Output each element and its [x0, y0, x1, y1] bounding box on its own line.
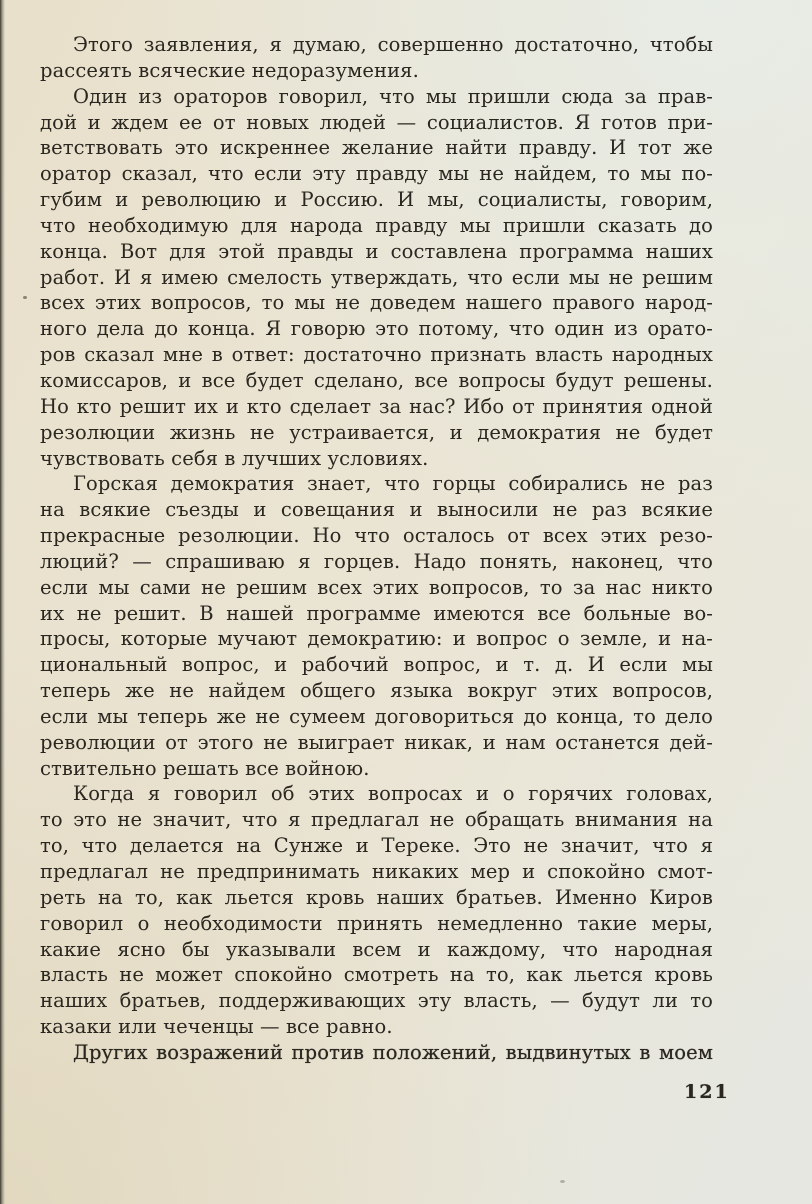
text-line: Когда я говорил об этих вопросах и о горячих головах,: [73, 782, 713, 806]
text-line: работ. И я имею смелость утверждать, что если мы не решим: [40, 265, 713, 289]
text-line: ного дела до конца. Я говорю это потому, что один из орато-: [40, 317, 713, 341]
text-line: реть на то, как льется кровь наших братьев. Именно Киров: [40, 885, 713, 909]
text-line: наших братьев, поддерживающих эту власть, — будут ли то: [40, 989, 713, 1013]
text-line: предлагал не предпринимать никаких мер и спокойно смот-: [40, 860, 713, 883]
text-line: прекрасные резолюции. Но что осталось от всех этих резо-: [40, 524, 713, 548]
text-line: Этого заявления, я думаю, совершенно достаточно, чтобы: [73, 33, 713, 56]
text-line: циональный вопрос, и рабочий вопрос, и т. д. И если мы: [40, 653, 713, 677]
text-line: их не решит. В нашей программе имеются все больные во-: [40, 601, 713, 625]
text-line: рассеять всяческие недоразумения.: [40, 58, 419, 82]
paper-speck: [560, 1180, 565, 1183]
text-line: чувствовать себя в лучших условиях.: [40, 446, 429, 470]
page-left-edge-shadow: [0, 0, 5, 1204]
text-line: ветствовать это искреннее желание найти правду. И тот же: [40, 136, 713, 160]
text-line: Но кто решит их и кто сделает за нас? Ибо от принятия одной: [40, 394, 713, 418]
text-line: если мы теперь же не сумеем договориться до конца, то дело: [40, 704, 713, 728]
page-number: 121: [684, 1081, 730, 1103]
paper-speck: [23, 296, 27, 299]
text-line: говорил о необходимости принять немедленно такие меры,: [40, 911, 713, 935]
text-line: дой и ждем ее от новых людей — социалистов. Я готов при-: [40, 110, 713, 134]
text-line: казаки или чеченцы — все равно.: [40, 1015, 393, 1039]
text-line: что необходимую для народа правду мы пришли сказать до: [40, 213, 713, 237]
text-line: теперь же не найдем общего языка вокруг этих вопросов,: [40, 679, 713, 703]
text-line: если мы сами не решим всех этих вопросов, то за нас никто: [40, 575, 713, 599]
text-line: комиссаров, и все будет сделано, все вопросы будут решены.: [40, 368, 713, 392]
text-line: ров сказал мне в ответ: достаточно признать власть народных: [40, 343, 713, 367]
text-line: Горская демократия знает, что горцы собирались не раз: [73, 472, 713, 496]
text-line: люций? — спрашиваю я горцев. Надо понять, наконец, что: [40, 549, 713, 573]
text-line: то это не значит, что я предлагал не обращать внимания на: [40, 808, 713, 832]
text-line: Один из ораторов говорил, что мы пришли сюда за прав-: [73, 84, 713, 108]
text-line: власть не может спокойно смотреть на то, как льется кровь: [40, 963, 713, 987]
text-line: резолюции жизнь не устраивается, и демократия не будет: [40, 420, 713, 444]
text-line: революции от этого не выиграет никак, и нам останется дей-: [40, 730, 713, 754]
text-line: губим и революцию и Россию. И мы, социалисты, говорим,: [40, 188, 713, 212]
text-line: Других возражений против положений, выдвинутых в моем: [73, 1040, 713, 1064]
text-line: то, что делается на Сунже и Тереке. Это не значит, что я: [40, 834, 713, 858]
text-line: оратор сказал, что если эту правду мы не найдем, то мы по-: [40, 162, 713, 186]
text-line: просы, которые мучают демократию: и вопрос о земле, и на-: [40, 627, 713, 651]
text-line: какие ясно бы указывали всем и каждому, что народная: [40, 937, 713, 961]
text-block: [40, 32, 713, 1066]
text-line: ствительно решать все войною.: [40, 756, 370, 780]
text-line: на всякие съезды и совещания и выносили не раз всякие: [40, 498, 713, 522]
text-line: конца. Вот для этой правды и составлена программа наших: [40, 239, 713, 263]
text-line: всех этих вопросов, то мы не доведем нашего правого народ-: [40, 291, 713, 315]
